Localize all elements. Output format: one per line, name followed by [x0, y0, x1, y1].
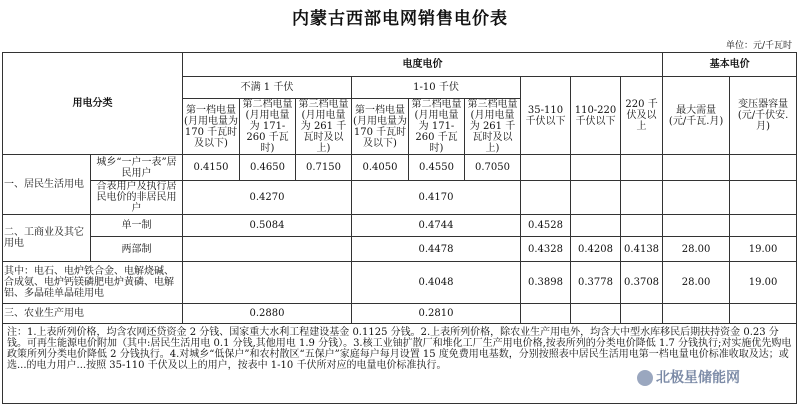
cell: 0.4550 — [409, 155, 465, 181]
row-residential: 一、居民生活用电 — [3, 155, 91, 215]
header-under-1kv: 不满 1 千伏 — [183, 77, 352, 99]
header-energy-price: 电度电价 — [183, 53, 663, 77]
header-capacity — [730, 77, 797, 155]
cell-empty — [730, 215, 797, 237]
cell-empty — [663, 181, 730, 215]
watermark-text: 北极星储能网 — [656, 370, 740, 386]
cell-empty — [663, 215, 730, 237]
cell-empty — [621, 181, 663, 215]
cell: 28.00 — [663, 262, 730, 304]
cell: 0.4270 — [183, 181, 352, 215]
cell: 0.4050 — [352, 155, 409, 181]
page-title: 内蒙古西部电网销售电价表 — [292, 9, 508, 29]
cell-empty — [730, 155, 797, 181]
cell-empty — [183, 237, 352, 262]
unit-label: 单位：元/千瓦时 — [725, 41, 792, 51]
cell: 0.4208 — [571, 237, 621, 262]
res-sub2-label: 合表用户及执行居民电价的非居民用户 — [91, 181, 183, 215]
cell: 0.4528 — [521, 215, 571, 237]
cell-empty — [663, 155, 730, 181]
cell: 0.4328 — [521, 237, 571, 262]
cell: 19.00 — [730, 262, 797, 304]
cell: 0.7050 — [465, 155, 521, 181]
ind-sub2-label: 两部制 — [91, 237, 183, 262]
cell: 0.3778 — [571, 262, 621, 304]
cell-empty — [571, 181, 621, 215]
header-220kv: 220 千伏及以上 — [621, 77, 663, 155]
header-35-110kv: 35-110 千伏以下 — [521, 77, 571, 155]
cell-empty — [571, 304, 621, 324]
tier3-header-b: 第三档电量(月用电量为 261 千瓦时及以上) — [465, 99, 521, 155]
header-max-demand — [663, 77, 730, 155]
cell-empty — [521, 155, 571, 181]
cell-empty — [621, 215, 663, 237]
capacity-unit: (元/千伏安.月) — [737, 110, 789, 132]
cell-empty — [730, 304, 797, 324]
header-basic-price: 基本电价 — [663, 53, 797, 77]
wechat-icon — [637, 370, 653, 386]
cell-empty — [521, 181, 571, 215]
cell: 0.2810 — [352, 304, 521, 324]
cell: 0.5084 — [183, 215, 352, 237]
cell-empty — [183, 262, 352, 304]
cell-empty — [663, 304, 730, 324]
cell: 0.4170 — [352, 181, 521, 215]
cell: 19.00 — [730, 237, 797, 262]
watermark — [637, 367, 740, 387]
tier2-header-b: 第二档电量(月用电量为 171-260 千瓦时) — [409, 99, 465, 155]
cell: 0.2880 — [183, 304, 352, 324]
cell-empty — [521, 304, 571, 324]
header-1-10kv: 1-10 千伏 — [352, 77, 521, 99]
cell: 0.4150 — [183, 155, 240, 181]
row-industrial: 二、工商业及其它用电 — [3, 215, 91, 262]
cell: 0.4138 — [621, 237, 663, 262]
capacity-label: 变压器容量 — [738, 99, 789, 110]
row-agri: 三、农业生产用电 — [3, 304, 183, 324]
tier2-header-a: 第二档电量(月用电量为 171-260 千瓦时) — [240, 99, 296, 155]
ind-sub1-label: 单一制 — [91, 215, 183, 237]
price-table — [2, 52, 797, 404]
notes: 注：1.上表所列价格，均含农网还贷资金 2 分钱、国家重大水利工程建设基金 0.1125 分钱。2.上表所列价格，除农业生产用电外，均含大中型水库移民后期扶持资金 0.23 分钱。可再生能源电价附加（其中:居民生活用电 0.1 分钱,其他用电 1.9 分钱）。3.核工业铀扩散厂和堆化工厂生产用电价格,按表所列的分类电价降低 1.7 分钱执行;对实施优先购电政策所列分类电价降低 2 分钱执行。4.对城乡“低保户”和农村散区“五保户”家庭每户每月设置 15 度免费用电基数，分别按照表中居民生活用电第一档电量电价标准收取及达；或选...的电力用户...按照 35-110 千伏及以上的用户，按表中 1-10 千伏所对应的电量电价标准执行。 — [3, 324, 797, 404]
cell: 0.4744 — [352, 215, 521, 237]
cell: 0.7150 — [296, 155, 352, 181]
cell: 28.00 — [663, 237, 730, 262]
tier1-header-a: 第一档电量(月用电量为 170 千瓦时及以下) — [183, 99, 240, 155]
cell-empty — [730, 181, 797, 215]
max-demand-unit: (元/千瓦.月) — [668, 115, 724, 127]
tier1-header-b: 第一档电量(月用电量为 170 千瓦时及以下) — [352, 99, 409, 155]
cell: 0.3708 — [621, 262, 663, 304]
cell: 0.4650 — [240, 155, 296, 181]
cell-empty — [621, 155, 663, 181]
cell: 0.3898 — [521, 262, 571, 304]
cell: 0.4478 — [352, 237, 521, 262]
cell-empty — [571, 155, 621, 181]
cell: 0.4048 — [352, 262, 521, 304]
tier3-header-a: 第三档电量(月用电量为 261 千瓦时及以上) — [296, 99, 352, 155]
max-demand-label: 最大需量 — [676, 104, 717, 116]
cell-empty — [621, 304, 663, 324]
header-110-220kv: 110-220 千伏以下 — [571, 77, 621, 155]
cell-empty — [571, 215, 621, 237]
header-category: 用电分类 — [3, 53, 183, 155]
res-sub1-label: 城乡“一户一表”居民用户 — [91, 155, 183, 181]
row-special: 其中：电石、电炉铁合金、电解烧碱、合成氨、电炉钙镁磷肥电炉黄磷、电解铝、多晶硅单晶硅用电 — [3, 262, 183, 304]
